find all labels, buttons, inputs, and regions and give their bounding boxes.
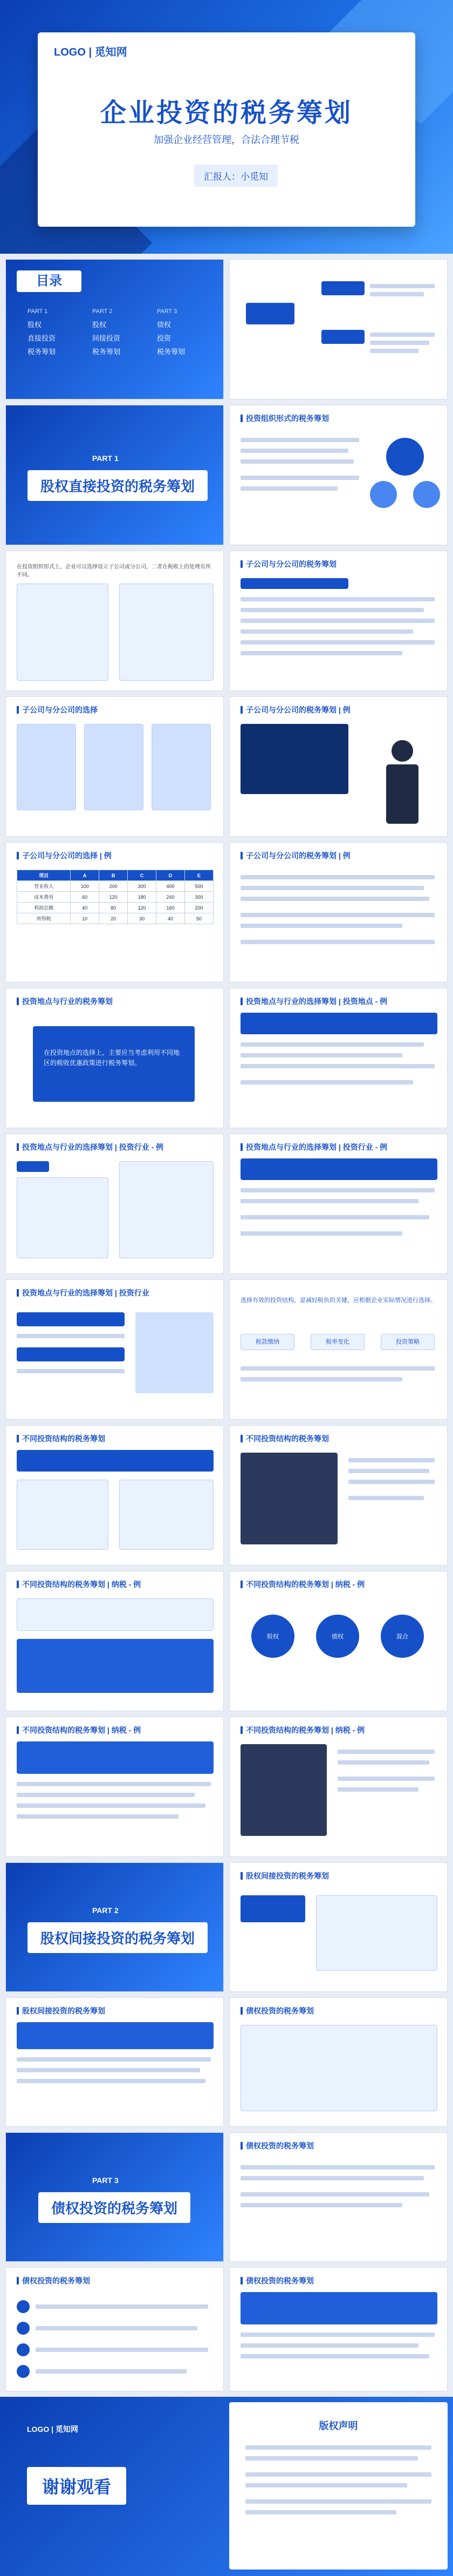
part-title: 股权间接投资的税务筹划 [28,1922,208,1953]
slide-heading: 投资地点与行业的税务筹划 [17,996,113,1007]
text-line [245,2445,431,2450]
location-slide [5,988,224,1128]
text-line [17,1804,205,1808]
content-box [152,724,211,810]
part-label: PART 3 [92,2176,119,2185]
text-line [241,1377,402,1381]
step-icon [17,2300,30,2313]
text-line [241,897,429,901]
part-title: 债权投资的税务筹划 [38,2192,190,2223]
highlight-box [33,1026,195,1102]
slide-heading: 子公司与分公司的选择 [17,704,98,715]
content-box [17,1480,108,1550]
text-line [241,1053,402,1057]
slide-heading: 不同投资结构的税务筹划 | 纳税 - 例 [17,1725,141,1736]
highlight-box [17,1639,214,1693]
text-line [370,349,418,353]
text-line [17,1793,195,1797]
tax-img-slide [229,1717,448,1857]
slide-heading: 不同投资结构的税务筹划 [241,1433,329,1444]
illustration-image [135,1312,214,1393]
reporter-label: 汇报人：小觅知 [194,165,278,187]
cover-subtitle: 加强企业经营管理，合法合理节税 [154,134,299,145]
text-line [245,2510,396,2514]
slide-heading: 投资地点与行业的选择筹划 | 投资地点 - 例 [241,996,387,1007]
diagram-circle: 债权 [316,1615,359,1658]
highlight-box [241,1013,437,1034]
highlight-box [241,578,348,589]
highlight-box [17,1741,214,1774]
part3-slide [5,2132,224,2262]
text-line [241,1080,413,1084]
slide-heading: 债权投资的税务筹划 [17,2275,90,2286]
text-line [36,2348,208,2352]
diagram-circle: 混合 [381,1615,424,1658]
text-line [348,1458,435,1462]
photo-image [241,1453,338,1544]
content-box: 税款缴纳 [241,1334,294,1350]
thanks-title: 谢谢观看 [27,2467,126,2505]
toc-title: 目录 [17,270,81,292]
copyright-slide [229,2402,448,2570]
text-line [370,284,435,288]
table-row: 所得税 10 20 30 40 50 [17,913,214,924]
industry-example-slide [229,1134,448,1274]
content-box [17,1177,108,1258]
part2-slide [5,1862,224,1992]
cover-panel [38,32,415,227]
diagram-node [321,330,365,344]
text-line [241,1215,429,1219]
tax-example-slide [5,1717,224,1857]
content-box [119,584,214,681]
slide-heading: 投资组织形式的税务筹划 [241,413,329,424]
slide-heading: 债权投资的税务筹划 [241,2140,314,2151]
slide-heading: 版权声明 [319,2421,358,2431]
text-line [348,1496,424,1500]
location-example-slide [229,988,448,1128]
table-slide [5,842,224,982]
slide-heading: 不同投资结构的税务筹划 | 纳税 - 例 [241,1725,365,1736]
debt-slide [229,2132,448,2262]
text-line [36,2326,197,2330]
diagram-circle [413,481,440,508]
photo-image [241,1744,327,1836]
slide-heading: 债权投资的税务筹划 [241,2005,314,2016]
text-line [241,629,413,634]
slide-heading: 投资地点与行业的选择筹划 | 投资行业 - 例 [241,1142,387,1153]
text-line [241,608,424,612]
diagram-circle [370,481,397,508]
diagram-circle: 股权 [251,1615,294,1658]
highlight-box [241,1895,305,1922]
text-line [241,875,435,879]
text-line [241,486,338,491]
slide-heading: 股权间接投资的税务筹划 [17,2005,105,2016]
part1-slide [5,405,224,545]
part-label: PART 1 [92,454,119,463]
step-icon [17,2343,30,2356]
step-icon [17,2365,30,2378]
debt-steps-slide [5,2267,224,2391]
content-box [84,724,143,810]
highlight-box [17,1347,125,1361]
text-line [241,1199,418,1203]
text-line [338,1760,429,1765]
text-line [241,940,435,944]
text-line [17,1369,125,1373]
content-box [17,724,76,810]
structure-slide [5,1425,224,1565]
text-line [36,2369,187,2374]
person-icon [386,764,418,824]
thanks-slide [0,2397,453,2576]
slide-heading: 子公司与分公司的税务筹划 | 例 [241,850,351,861]
debt-example-slide [229,2267,448,2391]
text-line [245,2499,431,2504]
logo: LOGO | 觅知网 [54,46,127,58]
highlight-box [17,1312,125,1326]
table-row: 成本费用 60 120 180 240 300 [17,892,214,903]
text-line [370,292,424,296]
text-line [241,1042,424,1047]
cover-title: 企业投资的税务筹划 [100,99,353,127]
text-line [17,1334,125,1338]
text-line [241,459,354,464]
diagram-node [246,303,294,324]
content-box [119,1161,214,1258]
step-icon [17,2322,30,2335]
blackboard-image [241,724,348,794]
invest-form-slide [229,405,448,545]
text-line [241,886,424,890]
text-line [241,1366,435,1371]
circles-slide [229,1571,448,1711]
text-line [36,2304,208,2309]
slide-heading: 子公司与分公司的税务筹划 [241,559,337,570]
content-box: 税率变化 [311,1334,365,1350]
content-box [17,1598,214,1631]
invest-text-slide [5,551,224,691]
highlight-box [17,1450,214,1472]
text-line [241,438,359,442]
highlight-box [17,2022,214,2049]
select-slide [5,696,224,837]
part-label: PART 2 [92,1906,119,1915]
text-line [241,1064,435,1068]
text-line [370,341,429,345]
text-line [17,1782,211,1786]
text-line [241,924,402,928]
text-line [241,2343,418,2348]
text-line [241,449,348,453]
text-line [241,2203,402,2207]
structure-img-slide [229,1425,448,1565]
text-line [241,1231,402,1236]
diagram-circle [386,438,424,476]
tax-slide [5,1571,224,1711]
text-line [348,1480,435,1484]
table-row: 营业收入 100 200 300 400 500 [17,881,214,892]
text-line [241,597,435,601]
text-line [338,1777,435,1781]
text-line [241,640,435,645]
content-box [17,584,108,681]
subsidiary-slide [229,551,448,691]
diagram-node [321,281,365,295]
toc-part-3: PART 3 债权 投资 税务筹划 [157,308,186,356]
text-line [17,1814,179,1819]
toc-part-2: PART 2 股权 间接投资 税务筹划 [92,308,121,356]
person-icon [392,740,413,762]
highlight-box [241,2292,437,2324]
cover-slide [0,0,453,254]
text-line [241,913,435,917]
slide-heading: 股权间接投资的税务筹划 [241,1870,329,1881]
text-line [338,1787,418,1792]
content-box [316,1895,437,1971]
text-line [241,651,402,655]
slide-heading: 债权投资的税务筹划 [241,2275,314,2286]
toc-slide [5,259,224,399]
text-line [241,2354,429,2358]
slide-heading: 不同投资结构的税务筹划 | 纳税 - 例 [17,1579,141,1590]
text-line [241,1188,435,1192]
toc-part-1: PART 1 股权 直接投资 税务筹划 [28,308,56,356]
strategy-slide [229,1279,448,1420]
content-box [119,1480,214,1550]
text-line [245,2472,431,2477]
text-line [241,619,435,623]
example-slide [229,696,448,837]
text-line [241,476,359,480]
industry-img-slide [5,1279,224,1420]
text-line [241,2333,435,2337]
content-box [241,2025,437,2111]
industry-slide [5,1134,224,1274]
indirect-text-slide [5,1997,224,2127]
example-text-slide [229,842,448,982]
text-line [348,1469,429,1473]
debt-table-slide [229,1997,448,2127]
slide-heading: 子公司与分公司的选择 | 例 [17,850,112,861]
text-line [241,2192,429,2197]
data-table: 项目 A B C D E 营业收入 100 200 300 400 500 成本费用 60 120 180 240 300 利润总额 40 80 120 160 200 所得税 10 20 30 40 50 [17,870,214,924]
body-text: 选择有效的投资结构，是减轻税负的关键，应根据企业实际情况进行选择。 [241,1297,436,1304]
indirect-slide [229,1862,448,1992]
body-text: 在投资地点的选择上，主要应当考虑利用不同地区的税收优惠政策进行税务筹划。 [44,1049,180,1067]
slide-heading: 投资地点与行业的选择筹划 | 投资行业 [17,1287,149,1298]
text-line [338,1750,435,1754]
tag-box [17,1161,49,1172]
slide-heading: 不同投资结构的税务筹划 [17,1433,105,1444]
slide-heading: 子公司与分公司的税务筹划 | 例 [241,704,351,715]
text-line [17,2068,200,2072]
text-line [245,2483,407,2487]
slide-heading: 投资地点与行业的选择筹划 | 投资行业 - 例 [17,1142,163,1153]
highlight-box [241,1158,437,1180]
text-line [17,2079,205,2083]
logo: LOGO | 觅知网 [27,2425,78,2433]
text-line [370,333,435,337]
body-text: 在投资组织形式上，企业可以选择设立子公司或分公司，二者在税收上的处理有所不同。 [17,564,211,578]
text-line [245,2456,418,2460]
part-title: 股权直接投资的税务筹划 [28,470,208,501]
text-line [17,2057,211,2062]
diagram-slide [229,259,448,399]
text-line [241,2165,435,2170]
slide-heading: 不同投资结构的税务筹划 | 纳税 - 例 [241,1579,365,1590]
content-box: 投资策略 [381,1334,435,1350]
text-line [241,2176,424,2180]
table-row: 利润总额 40 80 120 160 200 [17,903,214,913]
